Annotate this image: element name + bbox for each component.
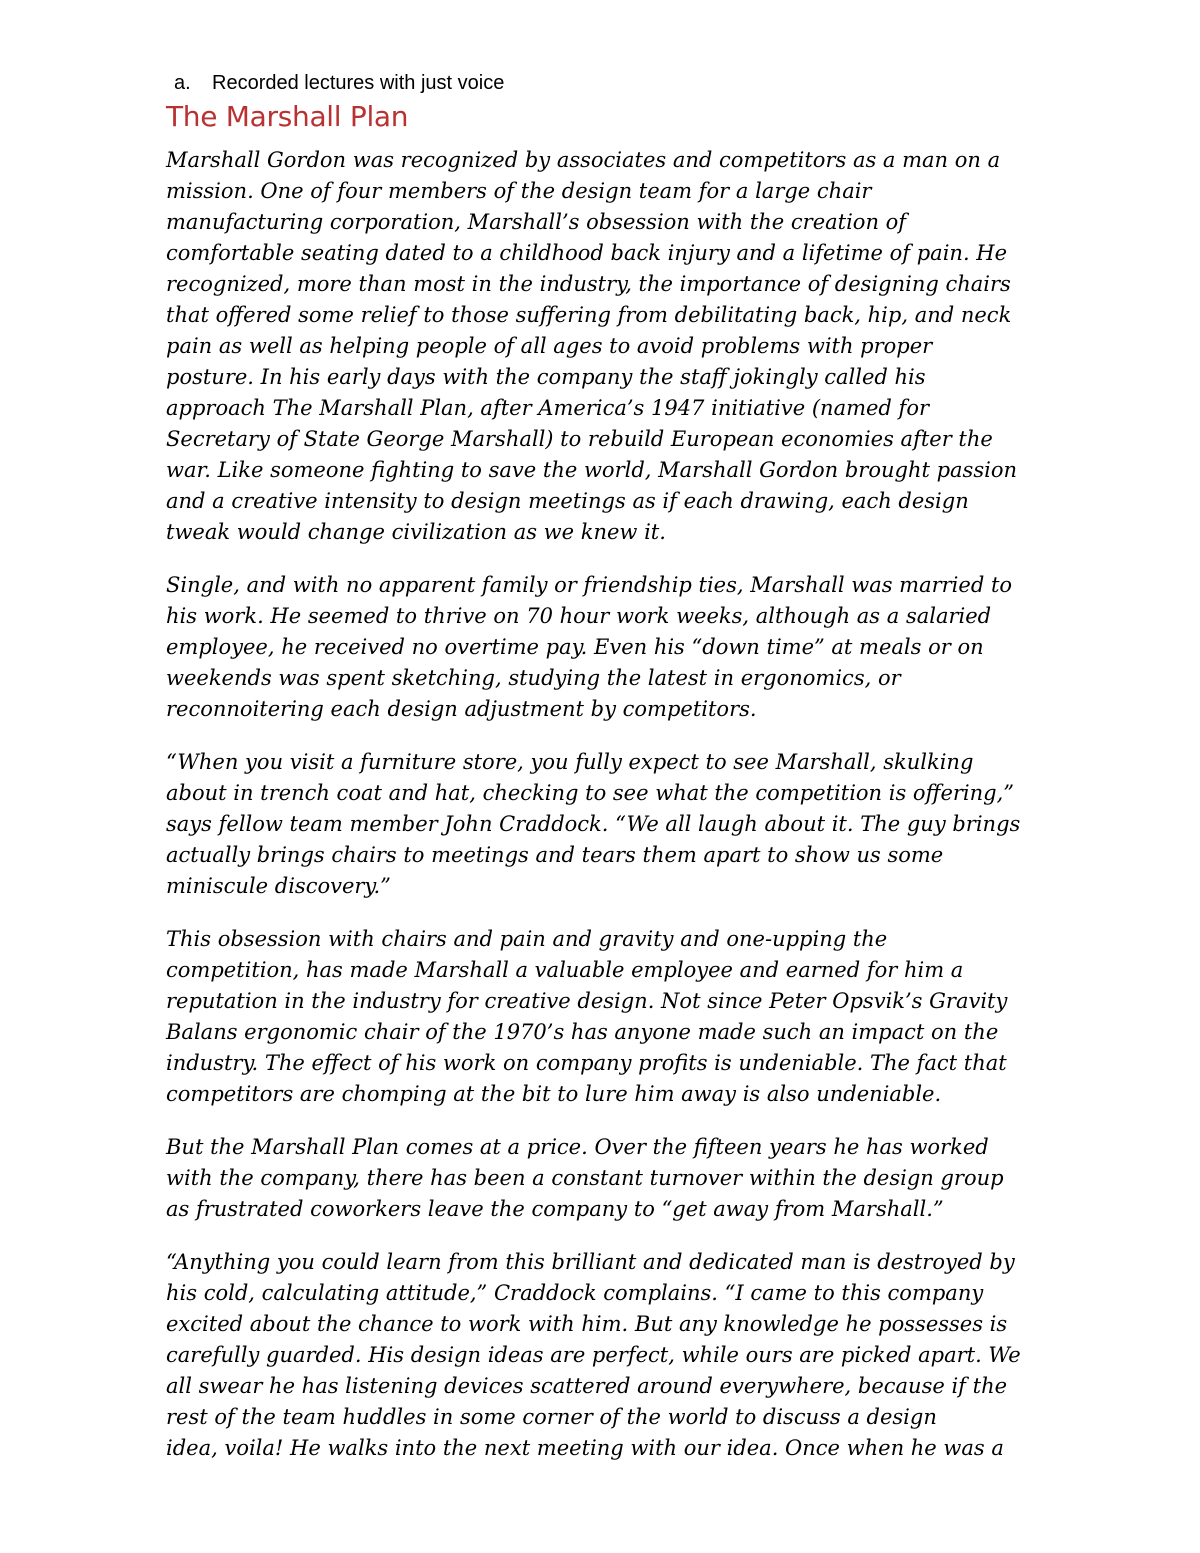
text-line: approach The Marshall Plan, after America’s 1947 initiative (named for [166, 396, 930, 420]
list-marker: a. [174, 72, 191, 94]
text-line: competition, has made Marshall a valuable employee and earned for him a [166, 958, 964, 982]
text-line: miniscule discovery.” [166, 874, 391, 898]
paragraph-6 [166, 1247, 1046, 1464]
body-text [166, 145, 1046, 1486]
text-line: “When you visit a furniture store, you fully expect to see Marshall, skulking [166, 750, 974, 774]
text-line: reputation in the industry for creative design. Not since Peter Opsvik’s Gravity [166, 989, 1008, 1013]
page-title: The Marshall Plan [166, 100, 409, 133]
text-line: Single, and with no apparent family or friendship ties, Marshall was married to [166, 573, 1013, 597]
text-line: as frustrated coworkers leave the company to “get away from Marshall.” [166, 1197, 944, 1221]
text-line: employee, he received no overtime pay. Even his “down time” at meals or on [166, 635, 984, 659]
text-line: that offered some relief to those suffering from debilitating back, hip, and neck [166, 303, 1012, 327]
text-line: pain as well as helping people of all ages to avoid problems with proper [166, 334, 933, 358]
text-line: competitors are chomping at the bit to lure him away is also undeniable. [166, 1082, 942, 1106]
text-line: posture. In his early days with the company the staff jokingly called his [166, 365, 926, 389]
text-line: This obsession with chairs and pain and gravity and one-upping the [166, 927, 888, 951]
paragraph-2 [166, 570, 1046, 725]
text-line: mission. One of four members of the design team for a large chair [166, 179, 872, 203]
list-item [174, 72, 504, 95]
text-line: and a creative intensity to design meetings as if each drawing, each design [166, 489, 969, 513]
text-line: weekends was spent sketching, studying the latest in ergonomics, or [166, 666, 901, 690]
text-line: comfortable seating dated to a childhood back injury and a lifetime of pain. He [166, 241, 1008, 265]
text-line: Secretary of State George Marshall) to rebuild European economies after the [166, 427, 993, 451]
text-line: actually brings chairs to meetings and tears them apart to show us some [166, 843, 944, 867]
paragraph-1 [166, 145, 1046, 548]
text-line: tweak would change civilization as we knew it. [166, 520, 666, 544]
text-line: excited about the chance to work with him. But any knowledge he possesses is [166, 1312, 1008, 1336]
paragraph-5 [166, 1132, 1046, 1225]
text-line: “Anything you could learn from this brilliant and dedicated man is destroyed by [166, 1250, 1015, 1274]
paragraph-3 [166, 747, 1046, 902]
text-line: idea, voila! He walks into the next meeting with our idea. Once when he was a [166, 1436, 1004, 1460]
list-item-text: Recorded lectures with just voice [212, 72, 505, 94]
text-line: manufacturing corporation, Marshall’s obsession with the creation of [166, 210, 907, 234]
text-line: But the Marshall Plan comes at a price. Over the fifteen years he has worked [166, 1135, 989, 1159]
text-line: about in trench coat and hat, checking to see what the competition is offering,” [166, 781, 1015, 805]
text-line: war. Like someone fighting to save the world, Marshall Gordon brought passion [166, 458, 1017, 482]
text-line: carefully guarded. His design ideas are perfect, while ours are picked apart. We [166, 1343, 1021, 1367]
text-line: all swear he has listening devices scattered around everywhere, because if the [166, 1374, 1008, 1398]
text-line: says fellow team member John Craddock. “We all laugh about it. The guy brings [166, 812, 1021, 836]
paragraph-4 [166, 924, 1046, 1110]
text-line: with the company, there has been a constant turnover within the design group [166, 1166, 1004, 1190]
text-line: recognized, more than most in the industry, the importance of designing chairs [166, 272, 1011, 296]
text-line: reconnoitering each design adjustment by competitors. [166, 697, 757, 721]
text-line: Marshall Gordon was recognized by associates and competitors as a man on a [166, 148, 1001, 172]
text-line: industry. The effect of his work on company profits is undeniable. The fact that [166, 1051, 1007, 1075]
text-line: rest of the team huddles in some corner of the world to discuss a design [166, 1405, 937, 1429]
text-line: his work. He seemed to thrive on 70 hour work weeks, although as a salaried [166, 604, 992, 628]
text-line: Balans ergonomic chair of the 1970’s has anyone made such an impact on the [166, 1020, 999, 1044]
text-line: his cold, calculating attitude,” Craddock complains. “I came to this company [166, 1281, 984, 1305]
